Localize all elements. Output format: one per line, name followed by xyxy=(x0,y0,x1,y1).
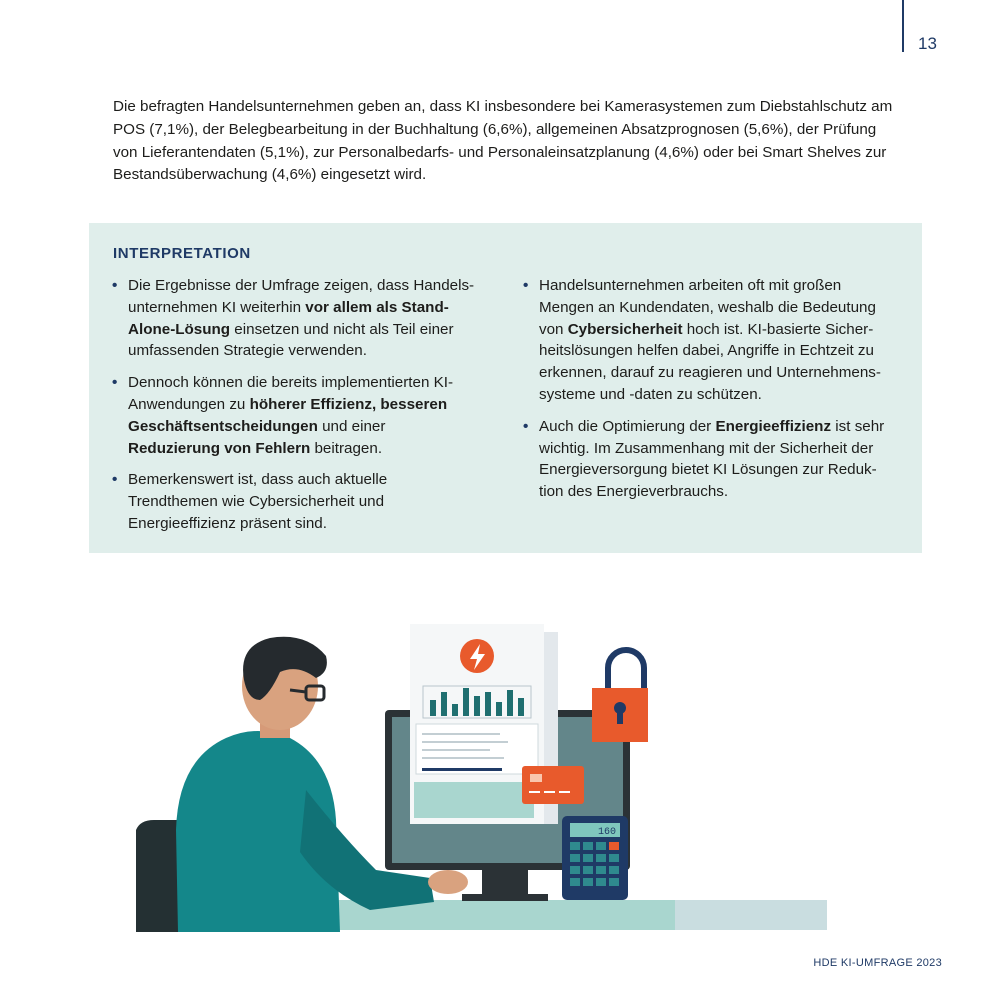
footer-publication: HDE KI-UMFRAGE 2023 xyxy=(813,957,942,969)
bullet-item: • Dennoch können die bereits implementierten KI-Anwendungen zu höherer Effizienz, besseren Geschäftsentscheidungen und einer Reduzierung von Fehlern beitragen. xyxy=(112,374,454,457)
bullet-marker: • xyxy=(523,417,529,435)
interpretation-box xyxy=(89,223,922,553)
page-number: 13 xyxy=(918,34,937,53)
card-chip xyxy=(530,774,542,782)
bullet-item: • Die Ergebnisse der Umfrage zeigen, dass Handels-unternehmen KI weiterhin vor allem als Stand-Alone-Lösung einsetzen und nicht als Teil einer umfassenden Strategie verwenden. xyxy=(112,277,475,360)
credit-card-icon xyxy=(522,766,584,804)
intro-paragraph: Die befragten Handelsunternehmen geben an, dass KI insbesondere bei Kamerasystemen zum Diebstahlschutz am POS (7,1%), der Belegbearbeitung in der Buchhaltung (6,6%), allgemeinen Absatzprognosen (5,6%), der Prüfung von Lieferantendaten (5,1%), zur Personalbedarfs- und Personaleinsatzplanung (4,6%) oder bei Smart Shelves zur Bestandsüberwachung (4,6%) eingesetzt wird. xyxy=(113,98,893,184)
interpretation-left-column xyxy=(112,275,480,545)
bullet-marker: • xyxy=(523,277,529,294)
desk-end xyxy=(675,900,827,930)
glasses-arm xyxy=(290,690,306,692)
document-footer-block xyxy=(414,782,534,818)
calculator-display-text: 160 xyxy=(597,827,616,838)
padlock-shackle xyxy=(608,650,644,690)
bullet-item: • Auch die Optimierung der Energieeffizienz ist sehr wichtig. Im Zusammenhang mit der Sicherheit der Energieversorgung bietet KI Lösungen zur Reduk-tion des Energieverbrauchs. xyxy=(523,417,885,501)
interpretation-heading: INTERPRETATION xyxy=(113,245,251,262)
bullet-marker: • xyxy=(112,374,118,392)
bullet-item: • Bemerkenswert ist, dass auch aktuelle Trendthemen wie Cybersicherheit und Energieeffizienz präsent sind. xyxy=(112,471,388,532)
bullet-item: • Handelsunternehmen arbeiten oft mit großen Mengen an Kundendaten, weshalb die Bedeutung von Cybersicherheit hoch ist. KI-basierte Sicher-heitslösungen helfen dabei, Angriffe in Echtzeit zu erkennen, darauf zu reagieren und Unternehmens-systeme und -daten zu schützen. xyxy=(523,277,881,403)
keyhole-slot xyxy=(617,710,623,724)
person-hand xyxy=(428,870,468,894)
bullet-marker: • xyxy=(112,277,118,294)
document-underline xyxy=(422,768,502,771)
interpretation-right-column xyxy=(523,275,895,513)
page-number-rule xyxy=(902,0,904,52)
monitor-base xyxy=(462,894,548,901)
bullet-marker: • xyxy=(112,471,118,489)
office-worker-illustration xyxy=(130,620,830,932)
